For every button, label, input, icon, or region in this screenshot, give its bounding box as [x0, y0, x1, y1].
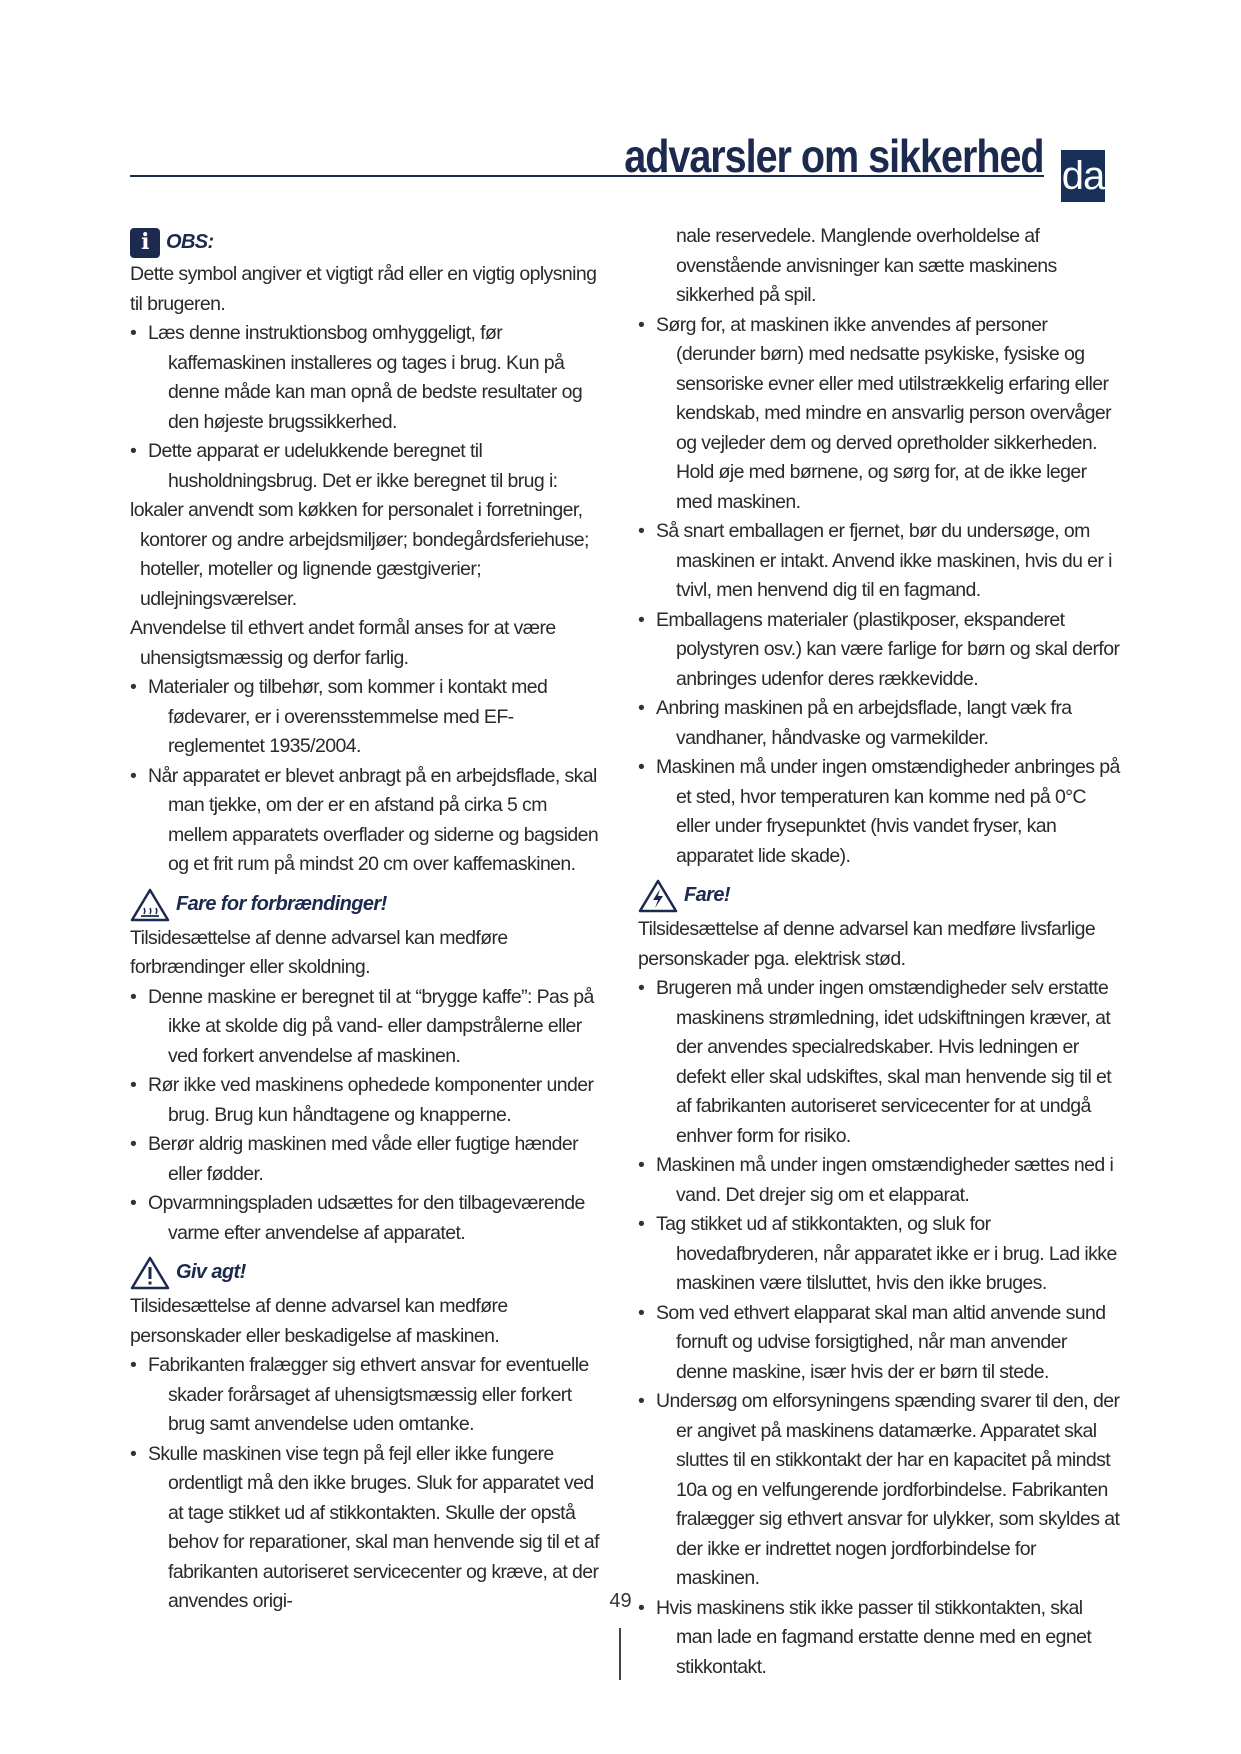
- danger-label: Fare!: [684, 884, 730, 907]
- danger-list: [638, 974, 1122, 1682]
- obs-intro: Dette symbol angiver et vigtigt råd eller en vigtig oplysning til brugeren.: [130, 263, 597, 315]
- list-item: • Så snart emballagen er fjernet, bør du undersøge, om maskinen er intakt. Anvend ikke maskinen, hvis du er i tvivl, men henvend dig til en fagmand.: [638, 517, 1122, 606]
- caution-intro: Tilsidesættelse af denne advarsel kan medføre personskader eller beskadigelse af maskinen.: [130, 1295, 508, 1347]
- caution-heading: [130, 1256, 606, 1290]
- burn-intro: Tilsidesættelse af denne advarsel kan medføre forbrændinger eller skoldning.: [130, 926, 508, 978]
- obs-list: [130, 319, 606, 496]
- info-icon: i: [130, 228, 160, 258]
- list-item: • Når apparatet er blevet anbragt på en arbejdsflade, skal man tjekke, om der er en afstand på cirka 5 cm mellem apparatets overflader og siderne og bagsiden og et frit rum på mindst 20 cm over kaffemaskinen.: [130, 762, 606, 880]
- left-column: [130, 228, 606, 1617]
- list-item: • Materialer og tilbehør, som kommer i kontakt med fødevarer, er i overensstemmelse med EF-reglementet 1935/2004.: [130, 673, 606, 762]
- danger-heading: [638, 879, 1122, 913]
- burn-label: Fare for forbrændinger!: [176, 892, 387, 915]
- obs-heading: [130, 228, 606, 258]
- hot-surface-warning-icon: [130, 888, 170, 922]
- burn-list: [130, 983, 606, 1249]
- exclamation-warning-icon: [130, 1256, 170, 1290]
- language-badge: da: [1061, 150, 1105, 202]
- list-item: • Rør ikke ved maskinens ophedede komponenter under brug. Brug kun håndtagene og knapperne.: [130, 1071, 606, 1130]
- list-item: • Undersøg om elforsyningens spænding svarer til den, der er angivet på maskinens datamærke. Apparatet skal sluttes til en stikkontakt der har en kapacitet på mindst 10a og en velfungerende jordforbindelse. Fabrikanten fralægger sig ethvert ansvar for ulykker, som skyldes at der ikke er indrettet nogen jordforbindelse for maskinen.: [638, 1387, 1122, 1594]
- list-item: • Som ved ethvert elapparat skal man altid anvende sund fornuft og udvise forsigtighed, når man anvender denne maskine, især hvis der er børn til stede.: [638, 1299, 1122, 1388]
- list-item: • Brugeren må under ingen omstændigheder selv erstatte maskinens strømledning, idet udskiftningen kræver, at der anvendes specialredskaber. Hvis ledningen er defekt eller skal udskiftes, skal man henvende sig til et af fabrikanten autoriseret servicecenter for at undgå enhver form for risiko.: [638, 974, 1122, 1151]
- caution-label: Giv agt!: [176, 1261, 246, 1284]
- list-item: • Dette apparat er udelukkende beregnet til husholdningsbrug. Det er ikke beregnet til brug i:: [130, 437, 606, 496]
- list-item: • Tag stikket ud af stikkontakten, og sluk for hovedafbryderen, når apparatet ikke er i brug. Lad ikke maskinen være tilsluttet, hvis den ikke bruges.: [638, 1210, 1122, 1299]
- page-title: advarsler om sikkerhed: [624, 130, 1044, 182]
- obs-continuation: lokaler anvendt som køkken for personalet i forretninger, kontorer og andre arbejdsmiljøer; bondegårdsferiehuse; hoteller, moteller og lignende gæstgiverier; udlejningsværelser.: [130, 499, 589, 610]
- list-item: • Emballagens materialer (plastikposer, ekspanderet polystyren osv.) kan være farlige for børn og skal derfor anbringes udenfor deres rækkevidde.: [638, 606, 1122, 695]
- danger-intro: Tilsidesættelse af denne advarsel kan medføre livsfarlige personskader pga. elektrisk stød.: [638, 918, 1096, 970]
- electric-shock-warning-icon: [638, 879, 678, 913]
- list-item: • Maskinen må under ingen omstændigheder anbringes på et sted, hvor temperaturen kan komme ned på 0°C eller under frysepunktet (hvis vandet fryser, kan apparatet lide skade).: [638, 753, 1122, 871]
- list-item: • Opvarmningspladen udsættes for den tilbageværende varme efter anvendelse af apparatet.: [130, 1189, 606, 1248]
- obs-list-2: [130, 673, 606, 880]
- list-item: • Anbring maskinen på en arbejdsflade, langt væk fra vandhaner, håndvaske og varmekilder.: [638, 694, 1122, 753]
- list-item: • Skulle maskinen vise tegn på fejl eller ikke fungere ordentligt må den ikke bruges. Sluk for apparatet ved at tage stikket ud af stikkontakten. Skulle der opstå behov for reparationer, skal man henvende sig til et af fabrikanten autoriseret servicecenter og kræve, at der anvendes origi-: [130, 1440, 606, 1617]
- list-item: • Hvis maskinens stik ikke passer til stikkontakten, skal man lade en fagmand erstatte denne med en egnet stikkontakt.: [638, 1594, 1122, 1683]
- obs-continuation: Anvendelse til ethvert andet formål anses for at være uhensigtsmæssig og derfor farlig.: [130, 617, 556, 669]
- list-item: • Berør aldrig maskinen med våde eller fugtige hænder eller fødder.: [130, 1130, 606, 1189]
- footer-rule: [619, 1628, 621, 1680]
- list-item: • Maskinen må under ingen omstændigheder sættes ned i vand. Det drejer sig om et elapparat.: [638, 1151, 1122, 1210]
- carryover-text: nale reservedele. Manglende overholdelse af ovenstående anvisninger kan sætte maskinens sikkerhed på spil.: [676, 225, 1057, 306]
- caution-list: [130, 1351, 606, 1617]
- list-item: • Denne maskine er beregnet til at “brygge kaffe”: Pas på ikke at skolde dig på vand- eller dampstrålerne eller ved forkert anvendelse af maskinen.: [130, 983, 606, 1072]
- list-item: • Sørg for, at maskinen ikke anvendes af personer (derunder børn) med nedsatte psykiske, fysiske og sensoriske evner eller med utilstrækkelig erfaring eller kendskab, med mindre en ansvarlig person overvåger og vejleder dem og derved opretholder sikkerheden. Hold øje med børnene, og sørg for, at de ikke leger med maskinen.: [638, 311, 1122, 518]
- list-item: • Fabrikanten fralægger sig ethvert ansvar for eventuelle skader forårsaget af uhensigtsmæssig eller forkert brug samt anvendelse uden omtanke.: [130, 1351, 606, 1440]
- right-list: [638, 311, 1122, 872]
- burn-heading: [130, 888, 606, 922]
- page-number: 49: [609, 1590, 632, 1612]
- list-item: • Læs denne instruktionsbog omhyggeligt, før kaffemaskinen installeres og tages i brug. Kun på denne måde kan man opnå de bedste resultater og den højeste brugssikkerhed.: [130, 319, 606, 437]
- right-column: [638, 222, 1122, 1682]
- obs-label: OBS:: [166, 231, 214, 254]
